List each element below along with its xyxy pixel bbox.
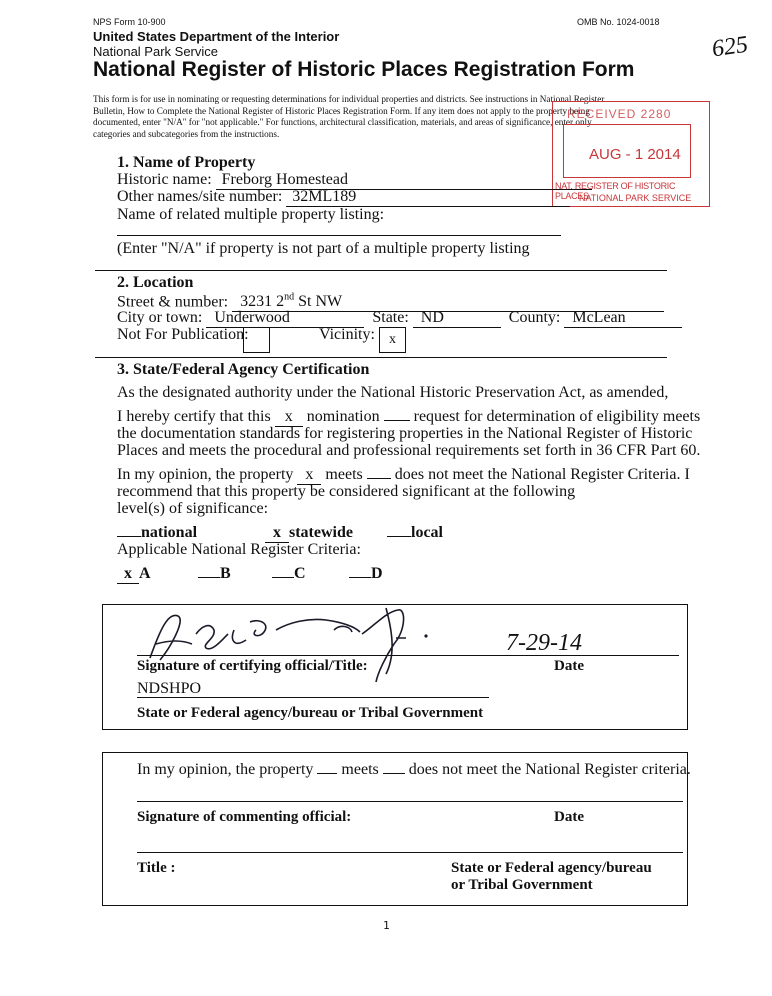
criterion-d-blank[interactable] <box>349 577 371 578</box>
certifying-signature-label: Signature of certifying official/Title: <box>137 658 368 674</box>
state-field[interactable] <box>413 309 501 328</box>
commenting-opinion-c: does not meet the National Register criteria. <box>408 761 691 778</box>
agency-value: NDSHPO <box>137 680 202 697</box>
certifying-signature-line[interactable] <box>137 655 679 656</box>
commenting-opinion-a: In my opinion, the property <box>137 761 314 778</box>
street-value <box>240 293 342 310</box>
certifying-date-value: 7-29-14 <box>506 630 582 656</box>
other-names-field[interactable] <box>286 188 570 207</box>
city-label: City or town: <box>117 309 203 326</box>
local-label: local <box>411 524 443 541</box>
state-label: State: <box>372 309 409 326</box>
commenting-title-label: Title : <box>137 860 176 876</box>
street-name: St NW <box>294 293 343 311</box>
other-names-value: 32ML189 <box>292 188 357 205</box>
historic-name-label: Historic name: <box>117 171 212 188</box>
criteria-label: Applicable National Register Criteria: <box>117 541 361 558</box>
not-for-publication-checkbox[interactable] <box>243 327 270 353</box>
other-names-label: Other names/site number: <box>117 188 283 205</box>
criterion-c <box>272 565 306 583</box>
stamp-service: NATIONAL PARK SERVICE <box>579 193 692 203</box>
does-not-meet-blank[interactable] <box>367 478 391 479</box>
commenting-opinion-line <box>137 761 691 779</box>
intro-line: categories and subcategories from the instructions. <box>93 128 280 139</box>
related-listing-label: Name of related multiple property listing: <box>117 206 385 223</box>
county-value: McLean <box>572 309 626 326</box>
related-listing-line[interactable] <box>117 235 561 236</box>
intro-line: documented, enter "N/A" for "not applicable." For functions, architectural classification, materials, and areas of significance, enter only <box>93 117 592 127</box>
stamp-register: NAT. REGISTER OF HISTORIC PLACES <box>555 181 676 201</box>
certify-text-b: nomination <box>306 408 380 425</box>
section1-heading: 1. Name of Property <box>117 154 256 171</box>
handwritten-number: 625 <box>710 31 750 63</box>
omb-number: OMB No. 1024-0018 <box>577 17 660 27</box>
agency-label: State or Federal agency/bureau or Tribal Government <box>137 705 484 721</box>
commenting-signature-label: Signature of commenting official: <box>137 809 352 825</box>
criterion-c-blank[interactable] <box>272 577 294 578</box>
certify-line-3: Places and meets the procedural and professional requirements set forth in 36 CFR Part 60. <box>117 442 701 459</box>
department: United States Department of the Interior <box>93 29 340 44</box>
street-ordinal: nd <box>284 292 295 303</box>
national-blank[interactable] <box>117 536 141 537</box>
authority-text: As the designated authority under the National Historic Preservation Act, as amended, <box>117 384 669 401</box>
statewide-mark: x <box>273 524 281 541</box>
criterion-a-mark: x <box>124 565 132 582</box>
stamp-received: RECEIVED 2280 <box>567 107 672 121</box>
commenting-signature-line[interactable] <box>137 801 683 802</box>
vicinity-checkbox[interactable]: x <box>379 327 406 353</box>
commenting-date-label: Date <box>554 809 584 825</box>
agency-line[interactable] <box>137 697 489 698</box>
county-label: County: <box>508 309 561 326</box>
form-number: NPS Form 10-900 <box>93 17 166 27</box>
statewide-label: statewide <box>289 524 353 541</box>
opinion-text-b: meets <box>325 466 363 483</box>
other-names-row <box>117 188 570 207</box>
commenting-opinion-b: meets <box>341 761 379 778</box>
vicinity-label: Vicinity: <box>319 326 375 343</box>
criterion-d <box>349 565 383 583</box>
certify-line-2: the documentation standards for registering properties in the National Register of Historic <box>117 425 693 442</box>
street-label: Street & number: <box>117 293 229 311</box>
certify-text-a: I hereby certify that this <box>117 408 271 425</box>
nomination-mark: x <box>284 408 293 425</box>
intro-line: Bulletin, How to Complete the National Register of Historic Places Registration Form. If any item does not apply to the property being <box>93 105 590 116</box>
county-field[interactable] <box>564 309 682 328</box>
street-number: 3231 2 <box>240 293 285 311</box>
request-blank[interactable] <box>384 420 410 421</box>
local-blank[interactable] <box>387 536 411 537</box>
section-divider <box>95 270 667 271</box>
na-note: (Enter "N/A" if property is not part of a multiple property listing <box>117 240 530 257</box>
criterion-b <box>198 565 231 583</box>
commenting-agency-label-2: or Tribal Government <box>451 877 593 893</box>
commenting-agency-label-1: State or Federal agency/bureau <box>451 860 652 876</box>
historic-name-value: Freborg Homestead <box>221 171 348 188</box>
level-local <box>387 524 443 542</box>
level-national <box>117 524 197 542</box>
city-value: Underwood <box>214 309 290 326</box>
criterion-b-label: B <box>220 565 231 582</box>
meets-mark: x <box>305 466 314 483</box>
commenting-title-line[interactable] <box>137 852 683 853</box>
criterion-a <box>117 565 151 584</box>
criterion-a-blank[interactable] <box>117 565 139 584</box>
state-value: ND <box>420 309 444 326</box>
nfp-label: Not For Publication: <box>117 326 249 343</box>
received-stamp <box>552 101 710 207</box>
section-divider <box>95 357 667 358</box>
opinion-text-c: does not meet the National Register Criteria. I <box>394 466 690 483</box>
opinion-line-3: level(s) of significance: <box>117 500 269 517</box>
intro-line: This form is for use in nominating or requesting determinations for individual properties and districts. See instructions in National Register <box>93 94 605 104</box>
section3-heading: 3. State/Federal Agency Certification <box>117 361 370 378</box>
certify-text-c: request for determination of eligibility meets <box>413 408 701 425</box>
criterion-a-label: A <box>139 565 151 582</box>
opinion-line-2: recommend that this property be considered significant at the following <box>117 483 576 500</box>
page-title: National Register of Historic Places Registration Form <box>93 58 635 81</box>
service: National Park Service <box>93 44 218 59</box>
certifying-signature <box>130 600 450 690</box>
page-number: 1 <box>383 919 390 932</box>
national-label: national <box>141 524 198 541</box>
stamp-date: AUG - 1 2014 <box>589 146 681 163</box>
opinion-text-a: In my opinion, the property <box>117 466 294 483</box>
commenting-meets-blank[interactable] <box>317 773 337 774</box>
criterion-c-label: C <box>294 565 306 582</box>
criterion-d-label: D <box>371 565 383 582</box>
certifying-date-label: Date <box>554 658 584 674</box>
commenting-not-meet-blank[interactable] <box>383 773 405 774</box>
section2-heading: 2. Location <box>117 274 194 291</box>
criterion-b-blank[interactable] <box>198 577 220 578</box>
